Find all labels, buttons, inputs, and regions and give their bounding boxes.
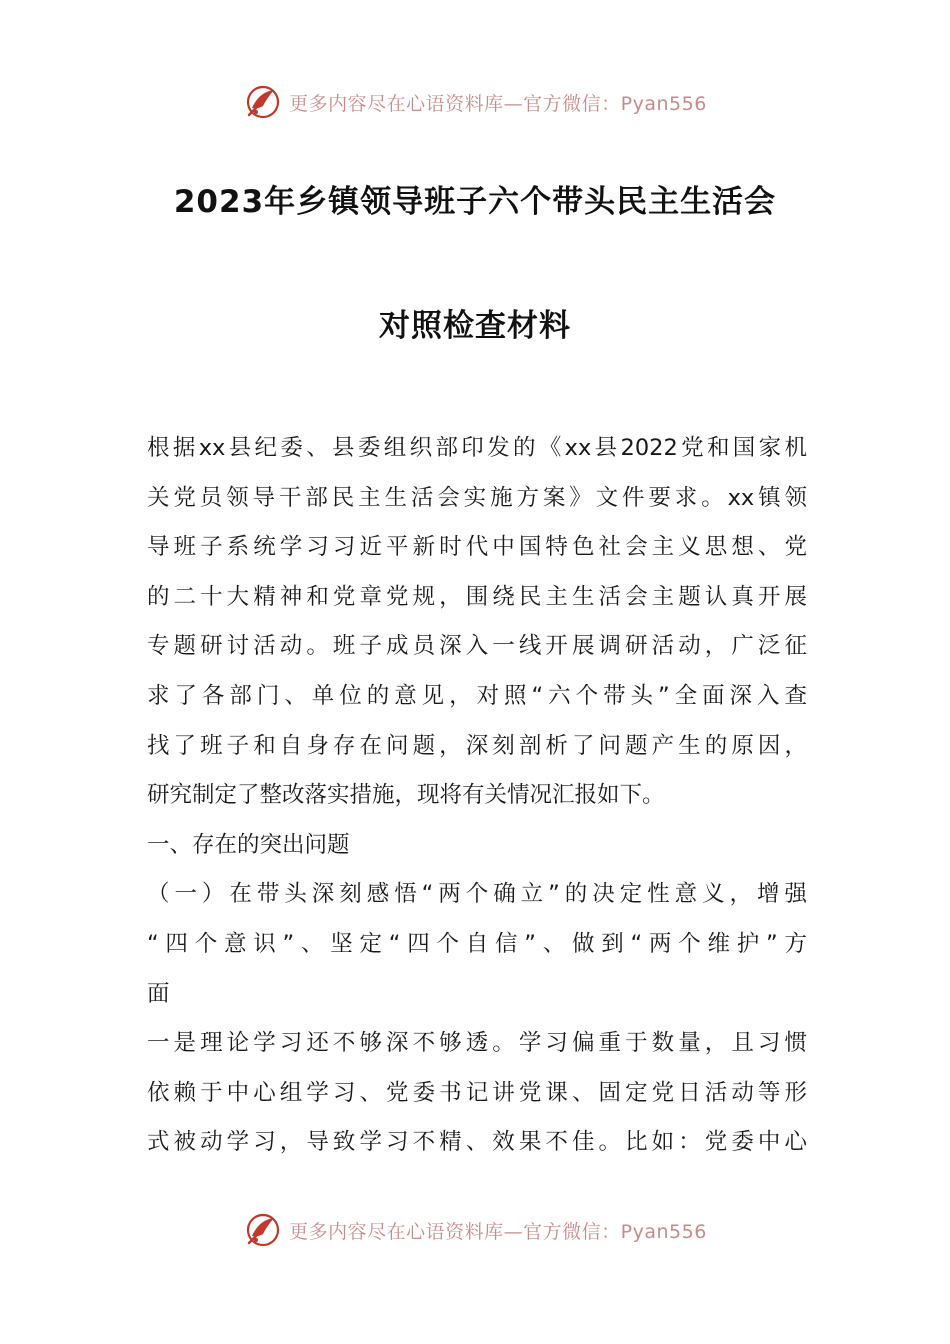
watermark-wechat-id: Pyan556	[620, 92, 707, 115]
watermark-text: 更多内容尽在心语资料库—官方微信：Pyan556	[289, 92, 707, 115]
watermark-logo-icon	[243, 82, 283, 122]
body-line: 求了各部门、单位的意见，对照“六个带头”全面深入查	[147, 682, 807, 709]
subsection-heading: 面	[147, 980, 170, 1007]
document-title-line-1: 2023年乡镇领导班子六个带头民主生活会	[173, 184, 777, 220]
body-line: 式被动学习，导致学习不精、效果不佳。比如：党委中心	[147, 1129, 807, 1156]
watermark-wechat-id: Pyan556	[620, 1220, 707, 1243]
document-title-line-2: 对照检查材料	[379, 308, 571, 344]
watermark-banner-bottom	[0, 1208, 950, 1252]
watermark-logo-icon	[243, 1210, 283, 1250]
body-line: 找了班子和自身存在问题，深刻剖析了问题产生的原因，	[147, 732, 807, 759]
body-line: 研究制定了整改落实措施，现将有关情况汇报如下。	[147, 782, 665, 809]
section-heading: 一、存在的突出问题	[147, 831, 350, 858]
body-line: 专题研讨活动。班子成员深入一线开展调研活动，广泛征	[147, 633, 807, 660]
watermark-banner-top	[0, 80, 950, 124]
body-line: 根据xx县纪委、县委组织部印发的《xx县2022党和国家机	[147, 435, 807, 461]
subsection-heading: “四个意识”、坚定“四个自信”、做到“两个维护”方	[147, 930, 807, 957]
body-line: 的二十大精神和党章党规，围绕民主生活会主题认真开展	[147, 583, 807, 610]
body-line: 导班子系统学习习近平新时代中国特色社会主义思想、党	[147, 534, 807, 561]
body-line: 依赖于中心组学习、党委书记讲党课、固定党日活动等形	[147, 1079, 807, 1106]
body-line: 关党员领导干部民主生活会实施方案》文件要求。xx镇领	[147, 484, 807, 511]
watermark-text: 更多内容尽在心语资料库—官方微信：Pyan556	[289, 1220, 707, 1243]
body-line: 一是理论学习还不够深不够透。学习偏重于数量，且习惯	[147, 1030, 807, 1057]
document-body	[147, 424, 807, 1168]
subsection-heading: （一）在带头深刻感悟“两个确立”的决定性意义，增强	[147, 881, 807, 908]
